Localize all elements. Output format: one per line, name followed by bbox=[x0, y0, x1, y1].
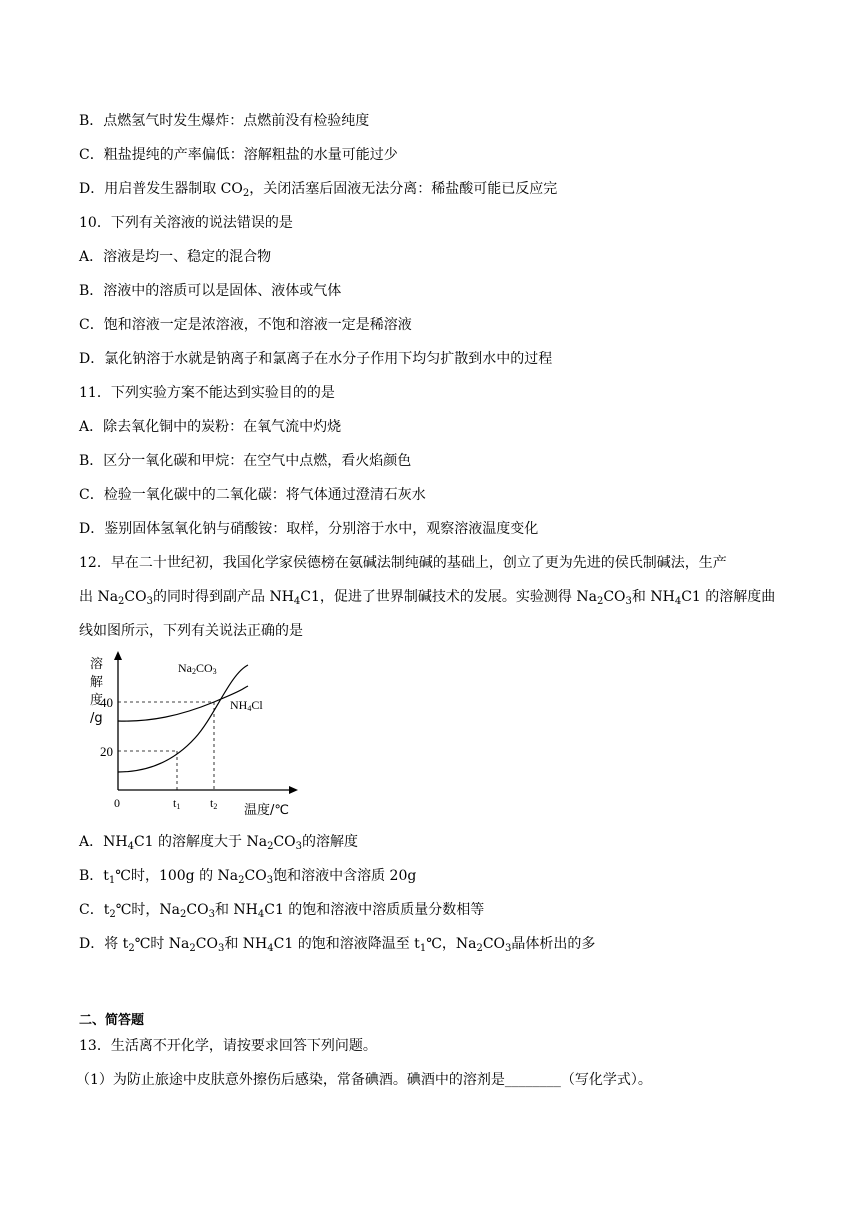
q11-stem: 11．下列实验方案不能达到实验目的的是 bbox=[79, 385, 335, 401]
label-na2co3: Na2CO3 bbox=[178, 661, 217, 676]
q11-option-d: D．鉴别固体氢氧化钠与硝酸铵：取样，分别溶于水中，观察溶液温度变化 bbox=[79, 521, 539, 537]
label-nh4cl: NH4Cl bbox=[230, 698, 263, 713]
y-axis-arrow bbox=[114, 651, 122, 660]
series-nh4cl bbox=[118, 686, 248, 721]
q13-part1: （1）为防止旅途中皮肤意外擦伤后感染，常备碘酒。碘酒中的溶剂是________（写化学式）。 bbox=[76, 1072, 652, 1088]
x-tick-t1: t1 bbox=[173, 796, 181, 811]
q13-stem: 13．生活离不开化学，请按要求回答下列问题。 bbox=[79, 1038, 377, 1054]
q12-stem-line1: 12．早在二十世纪初，我国化学家侯德榜在氨碱法制纯碱的基础上，创立了更为先进的侯氏制碱法，生产 bbox=[79, 555, 727, 571]
section-title: 二、简答题 bbox=[79, 1013, 145, 1028]
ylabel-char-2: 度 bbox=[90, 693, 104, 708]
q9-option-d: D．用启普发生器制取 $CO_2$，关闭活塞后固液无法分离：稀盐酸可能已反应完 bbox=[79, 181, 558, 199]
q12-option-b: B．$t_1℃$时，100g 的 $Na_2CO_3$饱和溶液中含溶质 20g bbox=[79, 868, 417, 886]
q9-option-c: C．粗盐提纯的产率偏低：溶解粗盐的水量可能过少 bbox=[79, 147, 398, 163]
q11-option-c: C．检验一氧化碳中的二氧化碳：将气体通过澄清石灰水 bbox=[79, 487, 426, 503]
q10-option-b: B．溶液中的溶质可以是固体、液体或气体 bbox=[79, 283, 342, 299]
q10-option-d: D．氯化钠溶于水就是钠离子和氯离子在水分子作用下均匀扩散到水中的过程 bbox=[79, 351, 553, 367]
q9-option-b: B．点燃氢气时发生爆炸：点燃前没有检验纯度 bbox=[79, 113, 370, 129]
x-tick-t2: t2 bbox=[210, 796, 218, 811]
y-tick-20: 20 bbox=[100, 744, 113, 759]
ylabel-char-0: 溶 bbox=[90, 657, 104, 672]
ylabel-char-3: /g bbox=[90, 711, 103, 726]
y-tick-40: 40 bbox=[100, 695, 113, 710]
q12-stem-line3: 线如图所示，下列有关说法正确的是 bbox=[79, 623, 303, 639]
q12-option-d: D．将 $t_2℃$时 $Na_2CO_3$和 $NH_4C1$ 的饱和溶液降温至 $t_1℃$，$Na_2CO_3$晶体析出的多 bbox=[79, 936, 596, 954]
q10-option-a: A．溶液是均一、稳定的混合物 bbox=[79, 249, 272, 265]
q12-stem-line2: 出 $Na_2CO_3$的同时得到副产品 $NH_4C1$，促进了世界制碱技术的发展。实验测得 $Na_2CO_3$和 $NH_4C1$ 的溶解度曲 bbox=[79, 589, 776, 607]
q11-option-b: B．区分一氧化碳和甲烷：在空气中点燃，看火焰颜色 bbox=[79, 453, 412, 469]
q12-option-a: A．$NH_4C1$ 的溶解度大于 $Na_2CO_3$的溶解度 bbox=[79, 834, 359, 852]
q10-stem: 10．下列有关溶液的说法错误的是 bbox=[79, 215, 293, 231]
q12-option-c: C．$t_2℃$时，$Na_2CO_3$和 $NH_4C1$ 的饱和溶液中溶质质量分数相等 bbox=[79, 902, 485, 920]
q10-option-c: C．饱和溶液一定是浓溶液，不饱和溶液一定是稀溶液 bbox=[79, 317, 412, 333]
q11-option-a: A．除去氧化铜中的炭粉：在氧气流中灼烧 bbox=[79, 419, 342, 435]
series-na2co3 bbox=[118, 665, 248, 772]
solubility-chart bbox=[80, 650, 310, 822]
x-axis-label: 温度/℃ bbox=[244, 803, 289, 818]
x-axis-arrow bbox=[289, 786, 298, 794]
x-tick-0: 0 bbox=[114, 796, 120, 810]
ylabel-char-1: 解 bbox=[90, 675, 104, 690]
